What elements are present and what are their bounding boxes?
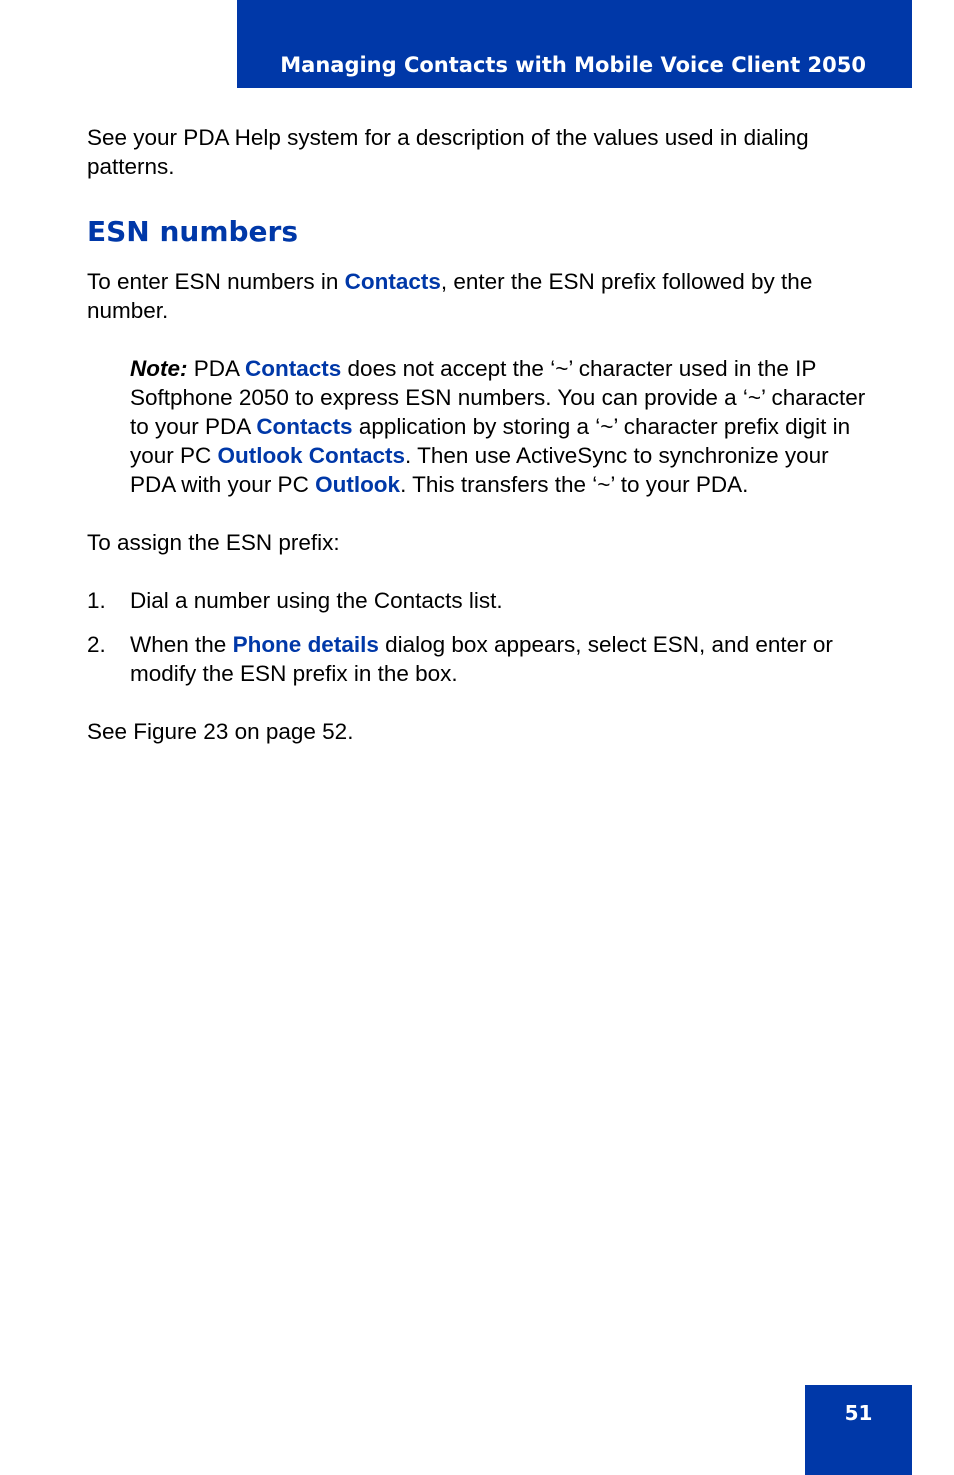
see-figure-paragraph: See Figure 23 on page 52.: [87, 719, 354, 744]
keyword-phone-details: Phone details: [232, 632, 379, 657]
step-text: Dial a number using the Contacts list.: [130, 588, 503, 613]
list-item: [87, 586, 877, 615]
esn-text-before: To enter ESN numbers in: [87, 269, 345, 294]
intro-paragraph: See your PDA Help system for a description of the values used in dialing patterns.: [87, 125, 809, 179]
keyword-contacts: Contacts: [256, 414, 353, 439]
page-number: 51: [844, 1401, 873, 1425]
esn-text-after: , enter the ESN prefix followed by the number.: [87, 269, 813, 323]
section-heading: ESN numbers: [87, 215, 299, 248]
note-text-3: application by storing a ‘~’ character prefix digit in your PC: [130, 414, 851, 468]
assign-paragraph: To assign the ESN prefix:: [87, 530, 340, 555]
step-number: 1.: [87, 588, 106, 613]
keyword-contacts: Contacts: [344, 269, 441, 294]
note-paragraph: [130, 354, 877, 499]
keyword-contacts: Contacts: [245, 356, 342, 381]
esn-paragraph: [87, 267, 877, 325]
step-text-before: When the: [130, 632, 233, 657]
list-item: [87, 630, 877, 688]
page-number-box: [805, 1385, 912, 1475]
steps-list: [87, 586, 877, 688]
header-bar: [237, 0, 912, 88]
note-text-4: . Then use ActiveSync to synchronize your PDA with your PC: [130, 443, 829, 497]
note-text-5: . This transfers the ‘~’ to your PDA.: [400, 472, 749, 497]
step-text-after: dialog box appears, select ESN, and enter or modify the ESN prefix in the box.: [130, 632, 833, 686]
keyword-outlook-contacts: Outlook Contacts: [217, 443, 406, 468]
header-title: Managing Contacts with Mobile Voice Client 2050: [280, 53, 866, 77]
note-label: Note:: [130, 356, 188, 381]
step-number: 2.: [87, 632, 106, 657]
note-text-1: PDA: [187, 356, 246, 381]
page-content: [87, 123, 877, 746]
note-text-2: does not accept the ‘~’ character used in the IP Softphone 2050 to express ESN numbers. You can provide a ‘~’ character to your PDA: [130, 356, 866, 439]
keyword-outlook: Outlook: [315, 472, 401, 497]
